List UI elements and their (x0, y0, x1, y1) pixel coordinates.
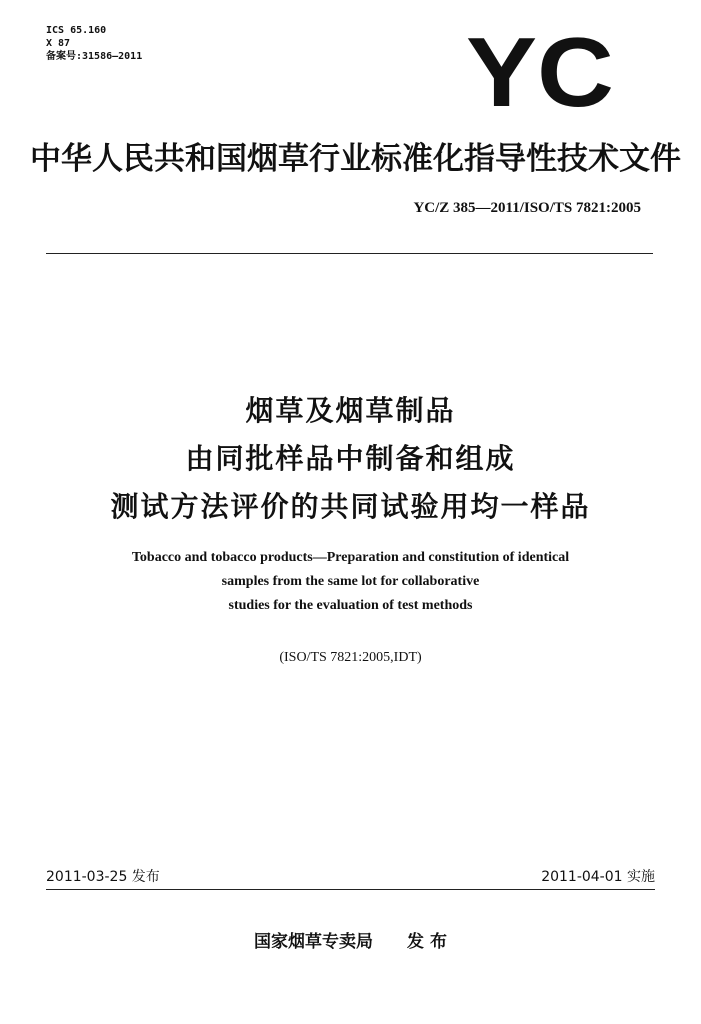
publisher-name: 国家烟草专卖局 (254, 932, 374, 952)
ics-code: ICS 65.160 (46, 25, 107, 36)
cn-title-line-1: 烟草及烟草制品 (245, 394, 456, 427)
cn-title-line-2: 由同批样品中制备和组成 (185, 442, 516, 475)
yc-logo (465, 30, 615, 110)
top-divider (46, 253, 653, 254)
standard-number: YC/Z 385—2011/ISO/TS 7821:2005 (413, 200, 641, 216)
record-number: 备案号:31586—2011 (46, 51, 143, 62)
en-title-line-3: studies for the evaluation of test methods (228, 598, 473, 613)
equivalence-note: (ISO/TS 7821:2005,IDT) (279, 650, 422, 665)
org-title: 中华人民共和国烟草行业标准化指导性技术文件 (30, 141, 681, 177)
issue-date: 2011-03-25 发布 (46, 869, 160, 885)
yc-logo-text: YC (466, 30, 614, 110)
publisher-line (0, 927, 701, 952)
class-code: X 87 (46, 38, 71, 49)
classification-block (46, 24, 142, 63)
en-title-line-2: samples from the same lot for collaborative (221, 574, 480, 589)
bottom-divider (46, 889, 655, 890)
cn-title-line-3: 测试方法评价的共同试验用均一样品 (110, 490, 591, 523)
en-title-line-1: Tobacco and tobacco products—Preparation and constitution of identical (131, 550, 570, 565)
implement-date: 2011-04-01 实施 (541, 869, 655, 885)
publish-label: 发 布 (407, 932, 447, 952)
